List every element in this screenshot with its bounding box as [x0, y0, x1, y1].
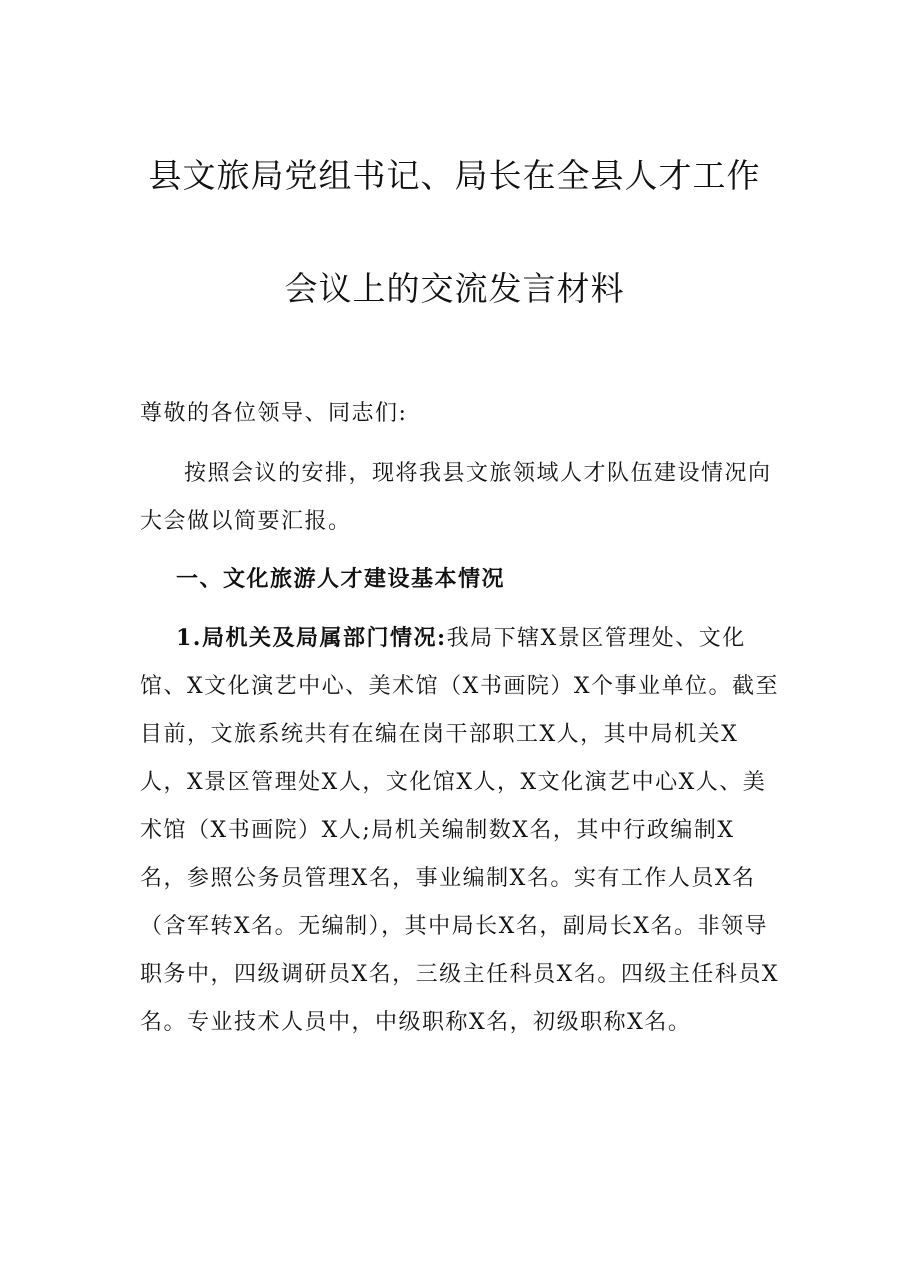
section-heading: 一、文化旅游人才建设基本情况: [176, 566, 506, 592]
section-paragraph: [140, 614, 780, 1047]
paragraph-lead: 1.局机关及局属部门情况:: [176, 625, 447, 651]
salutation: 尊敬的各位领导、同志们:: [140, 401, 408, 426]
intro-paragraph: 按照会议的安排，现将我县文旅领域人才队伍建设情况向大会做以简要汇报。: [140, 461, 772, 534]
document-title-line-1: 县文旅局党组书记、局长在全县人才工作: [148, 156, 761, 195]
document-title-line-2: 会议上的交流发言材料: [284, 269, 625, 308]
paragraph-body: 我局下辖X景区管理处、文化馆、X文化演艺中心、美术馆（X书画院）X个事业单位。截至目前，文旅系统共有在编在岗干部职工X人，其中局机关X人，X景区管理处X人，文化馆X人，X文化演艺中心X人、美术馆（X书画院）X人;局机关编制数X名，其中行政编制X名，参照公务员管理X名，事业编制X名。实有工作人员X名（含军转X名。无编制），其中局长X名，副局长X名。非领导职务中，四级调研员X名，三级主任科员X名。四级主任科员X名。专业技术人员中，中级职称X名，初级职称X名。: [140, 626, 779, 1035]
